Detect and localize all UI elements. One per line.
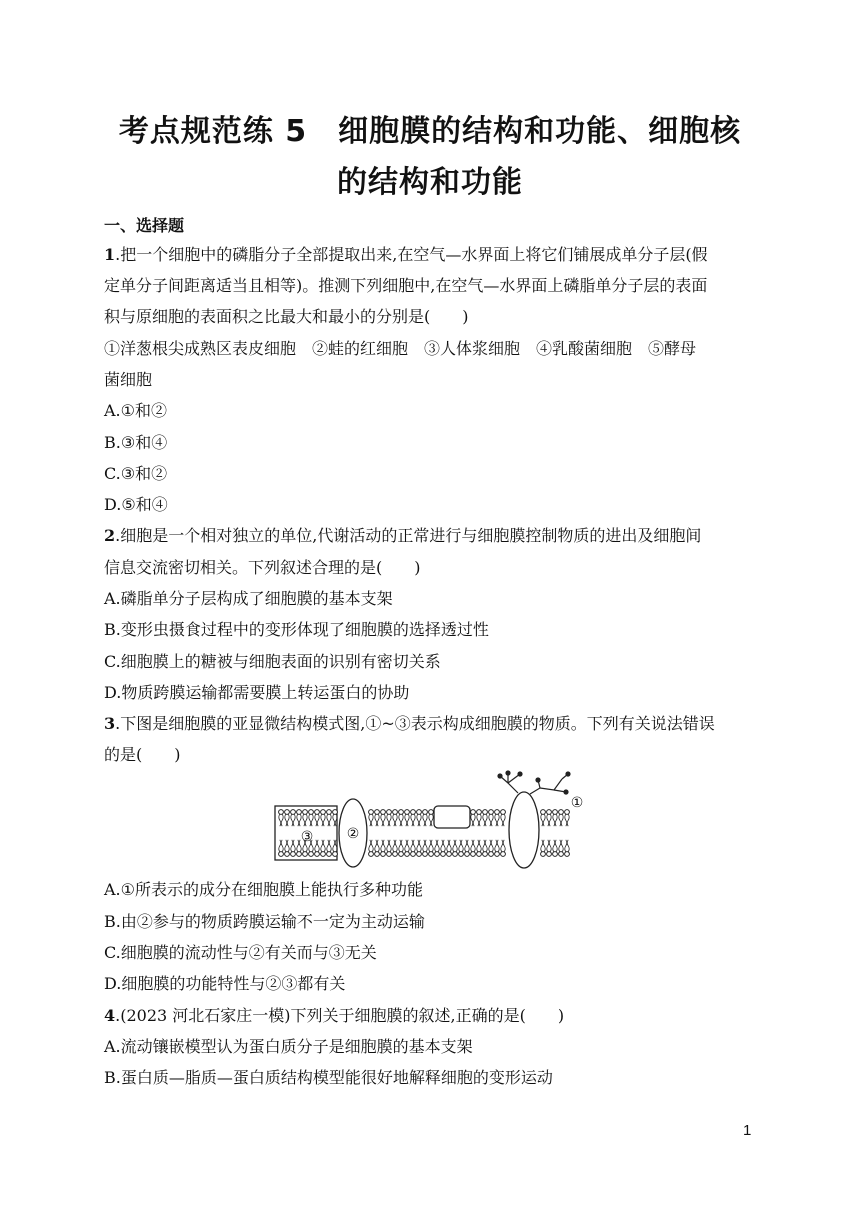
question-number: 2 [104,526,116,545]
question-number: 4 [104,1006,116,1025]
option-a: A.①和② [104,401,167,420]
option-c: C.③和② [104,464,168,483]
page-title-line1: 考点规范练 5 细胞膜的结构和功能、细胞核 [118,114,742,149]
page-number: 1 [743,1122,752,1139]
option-a: A.磷脂单分子层构成了细胞膜的基本支架 [104,589,393,608]
option-d: D.⑤和④ [104,495,168,514]
question-number: 3 [104,714,116,733]
label-1: ① [570,795,584,811]
option-c: C.细胞膜上的糖被与细胞表面的识别有密切关系 [104,652,441,671]
cell-membrane-diagram [272,770,592,870]
option-a: A.流动镶嵌模型认为蛋白质分子是细胞膜的基本支架 [104,1037,473,1056]
option-d: D.细胞膜的功能特性与②③都有关 [104,974,346,993]
option-a: A.①所表示的成分在细胞膜上能执行多种功能 [104,880,423,899]
question-2-stem-cont: 信息交流密切相关。下列叙述合理的是( ) [104,558,421,577]
section-heading: 一、选择题 [104,216,185,235]
question-1-item-list-cont: 菌细胞 [104,370,153,389]
question-1-stem [104,245,708,265]
peripheral-protein [434,806,470,828]
question-text: .下图是细胞膜的亚显微结构模式图,①~③表示构成细胞膜的物质。下列有关说法错误 [115,714,715,733]
option-b: B.由②参与的物质跨膜运输不一定为主动运输 [104,912,425,931]
glycocalyx [500,773,568,794]
question-3-stem-cont: 的是( ) [104,745,181,764]
label-3: ③ [300,829,314,845]
option-b: B.③和④ [104,433,168,452]
option-b: B.蛋白质—脂质—蛋白质结构模型能很好地解释细胞的变形运动 [104,1068,553,1087]
question-text: .把一个细胞中的磷脂分子全部提取出来,在空气—水界面上将它们铺展成单分子层(假 [115,245,708,264]
glycoprotein [509,792,539,868]
question-3-stem [104,714,715,734]
question-text: .(2023 河北石家庄一模)下列关于细胞膜的叙述,正确的是( ) [115,1006,565,1025]
question-2-stem [104,526,701,546]
page-title-line2: 的结构和功能 [337,165,523,200]
question-text: .细胞是一个相对独立的单位,代谢活动的正常进行与细胞膜控制物质的进出及细胞间 [115,526,702,545]
option-c: C.细胞膜的流动性与②有关而与③无关 [104,943,377,962]
label-2: ② [346,826,360,842]
option-b: B.变形虫摄食过程中的变形体现了细胞膜的选择透过性 [104,620,489,639]
question-1-stem-cont: 定单分子间距离适当且相等)。推测下列细胞中,在空气—水界面上磷脂单分子层的表面 [104,276,708,295]
question-1-stem-cont: 积与原细胞的表面积之比最大和最小的分别是( ) [104,307,469,326]
question-number: 1 [104,245,116,264]
question-1-item-list: ①洋葱根尖成熟区表皮细胞 ②蛙的红细胞 ③人体浆细胞 ④乳酸菌细胞 ⑤酵母 [104,339,697,358]
question-4-stem [104,1006,564,1026]
option-d: D.物质跨膜运输都需要膜上转运蛋白的协助 [104,683,410,702]
